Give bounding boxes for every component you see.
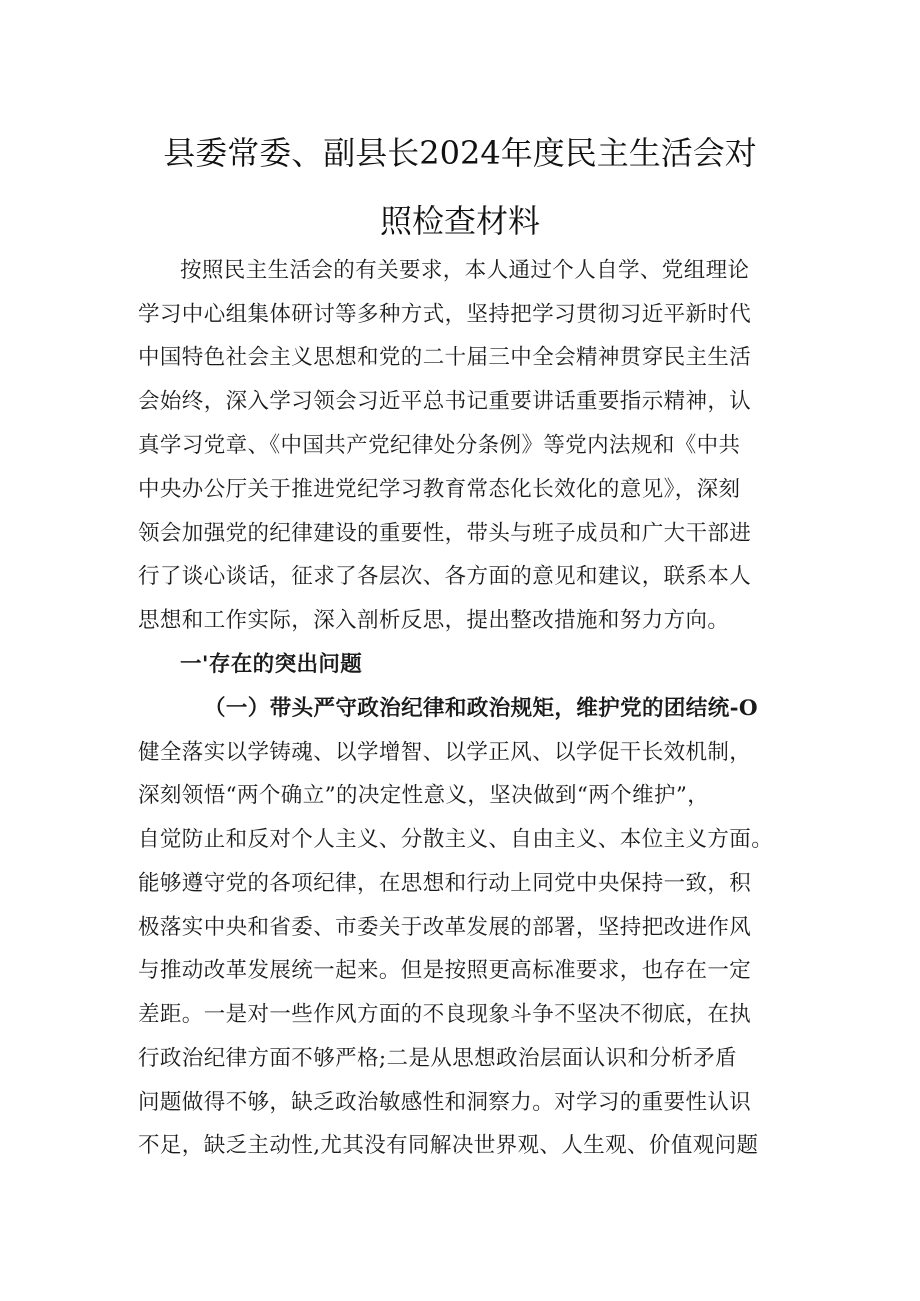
intro-paragraph-line: 真学习党章、《中国共产党纪律处分条例》等党内法规和《中共 [138,433,741,458]
intro-paragraph-line: 领会加强党的纪律建设的重要性，带头与班子成员和广大干部进 [138,521,752,546]
body-paragraph-line: 自觉防止和反对个人主义、分散主义、自由主义、本位主义方面。 [138,827,774,852]
section-heading: 一'存在的突出问题 [180,652,363,677]
body-paragraph-line: 差距。一是对一些作风方面的不良现象斗争不坚决不彻底，在执 [138,1002,752,1027]
body-paragraph-line: 行政治纪律方面不够严格;二是从思想政治层面认识和分析矛盾 [138,1046,737,1071]
intro-paragraph-line: 行了谈心谈话，征求了各层次、各方面的意见和建议，联系本人 [138,564,752,589]
body-paragraph-line: 问题做得不够，缺乏政治敏感性和洞察力。对学习的重要性认识 [138,1090,752,1115]
intro-paragraph-line: 会始终，深入学习领会习近平总书记重要讲话重要指示精神，认 [138,389,752,414]
intro-paragraph-line: 中国特色社会主义思想和党的二十届三中全会精神贯穿民主生活 [138,345,752,370]
body-paragraph-line: 不足，缺乏主动性,尤其没有同解决世界观、人生观、价值观问题 [138,1133,759,1158]
intro-paragraph-line: 学习中心组集体研讨等多种方式，坚持把学习贯彻习近平新时代 [138,302,752,327]
body-paragraph-line: 与推动改革发展统一起来。但是按照更高标准要求，也存在一定 [138,958,752,983]
document-title-line-2: 照检查材料 [379,202,540,240]
intro-paragraph-line: 按照民主生活会的有关要求，本人通过个人自学、党组理论 [180,258,750,283]
subsection-heading: （一）带头严守政治纪律和政治规矩，维护党的团结统-O [204,696,759,721]
body-paragraph-line: 健全落实以学铸魂、以学增智、以学正风、以学促干长效机制， [138,740,752,765]
document-title-line-1: 县委常委、副县长2024年度民主生活会对 [163,134,757,172]
intro-paragraph-line: 中央办公厅关于推进党纪学习教育常态化长效化的意见》，深刻 [138,477,741,502]
body-paragraph-line: 能够遵守党的各项纪律，在思想和行动上同党中央保持一致，积 [138,871,752,896]
intro-paragraph-line: 思想和工作实际，深入剖析反思，提出整改措施和努力方向。 [138,608,730,633]
body-paragraph-line: 深刻领悟“两个确立”的决定性意义，坚决做到“两个维护”， [138,783,710,808]
body-paragraph-line: 极落实中央和省委、市委关于改革发展的部署，坚持把改进作风 [138,915,752,940]
